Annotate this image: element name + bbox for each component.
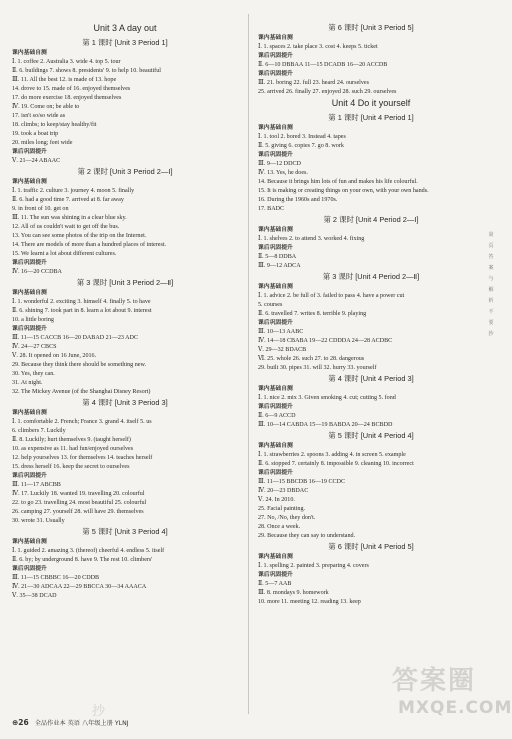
book-title: 全品作业本 英语 八年级上册 YLNJ xyxy=(34,720,129,727)
answer-line: 17. BADC xyxy=(258,206,285,212)
section-heading: 课内基础自测 xyxy=(12,179,47,185)
answer-line: Ⅳ. 19. Come on; be able to xyxy=(12,104,80,110)
section-heading: 课后巩固提升 xyxy=(12,566,47,572)
answer-line: Ⅰ. 1. tool 2. bored 3. Instead 4. tapes xyxy=(258,134,346,140)
section-heading: 课内基础自测 xyxy=(258,125,293,131)
watermark-logo: 答案圈 xyxy=(392,666,477,696)
answer-line: Ⅰ. 1. traffic 2. culture 3. journey 4. moon 5. finally xyxy=(12,188,135,194)
answer-line: Ⅱ. 5—7 AAB xyxy=(258,581,292,587)
answer-line: Ⅴ. 29—32 BDACB xyxy=(258,347,307,353)
lesson-heading: 第 2 课时 [Unit 4 Period 2—Ⅰ] xyxy=(323,215,419,224)
section-heading: 课后巩固提升 xyxy=(12,260,47,266)
page-number: ⊕26 xyxy=(12,718,29,727)
right-column xyxy=(258,22,484,607)
answer-line: 10. a little boring xyxy=(12,317,54,323)
page-edge-text xyxy=(486,230,496,670)
answer-line: Ⅰ. 1. wonderful 2. exciting 3. himself 4. finally 5. to have xyxy=(12,299,151,305)
answer-line: Ⅰ. 1. advice 2. be full of 3. failed to pass 4. have a power cut xyxy=(258,293,405,299)
lesson-heading: 第 4 课时 [Unit 4 Period 3] xyxy=(328,374,414,383)
section-heading: 课后巩固提升 xyxy=(12,149,47,155)
answer-line: 17. do more exercise 18. enjoyed themselves xyxy=(12,95,122,101)
answer-line: 31. At night. xyxy=(12,380,43,386)
answer-line: 28. Once a week. xyxy=(258,524,301,530)
answer-line: 29. Because they think there should be something new. xyxy=(12,362,146,368)
answer-line: 16. During the 1960s and 1970s. xyxy=(258,197,338,203)
answer-line: Ⅰ. 1. spaces 2. take place 3. cost 4. keeps 5. ticket xyxy=(258,44,378,50)
lesson-heading: 第 3 课时 [Unit 3 Period 2—Ⅱ] xyxy=(76,278,174,287)
answer-line: Ⅲ. 9—12 DDCD xyxy=(258,161,301,167)
answer-line: Ⅰ. 1. nice 2. mix 3. Given smoking 4. cut; cutting 5. fond xyxy=(258,395,396,401)
section-heading: 课后巩固提升 xyxy=(12,326,47,332)
answer-line: Ⅱ. 6—10 DBBAA 11—15 DCADB 16—20 ACCDB xyxy=(258,62,388,68)
answer-line: 15. It is making or creating things on your own, with your own hands. xyxy=(258,188,429,194)
section-heading: 课内基础自测 xyxy=(12,410,47,416)
section-heading: 课后巩固提升 xyxy=(258,470,293,476)
answer-line: Ⅵ. 25. whole 26. such 27. to 28. dangerous xyxy=(258,356,365,362)
answer-line: Ⅲ. 8. mondays 9. homework xyxy=(258,590,329,596)
answer-line: 9. in front of 10. get on xyxy=(12,206,69,212)
answer-line: 30. wrote 31. Usually xyxy=(12,518,65,524)
answer-line: Ⅰ. 1. guided 2. amazing 3. (thereof) cheerful 4. endless 5. itself xyxy=(12,548,165,554)
answer-line: Ⅳ. 17. Luckily 18. wanted 19. travelling 20. colourful xyxy=(12,491,145,497)
section-heading: 课内基础自测 xyxy=(12,539,47,545)
lesson-heading: 第 6 课时 [Unit 4 Period 5] xyxy=(328,542,414,551)
answer-line: Ⅰ. 1. shelves 2. to attend 3. worked 4. fixing xyxy=(258,236,365,242)
lesson-heading: 第 1 课时 [Unit 4 Period 1] xyxy=(328,113,414,122)
answer-line: Ⅰ. 1. comfortable 2. French; France 3. grand 4. itself 5. us xyxy=(12,419,152,425)
answer-line: 27. No, /No, they don't. xyxy=(258,515,316,521)
unit-title: Unit 4 Do it yourself xyxy=(331,98,411,108)
lesson-heading: 第 1 课时 [Unit 3 Period 1] xyxy=(82,38,168,47)
answer-line: Ⅲ. 11—15 CBBBC 16—20 CDDB xyxy=(12,575,100,581)
unit-title: Unit 3 A day out xyxy=(93,23,157,33)
answer-line: 26. camping 27. yourself 28. will have 29. themselves xyxy=(12,509,144,515)
answer-line: Ⅱ. 5—8 DDBA xyxy=(258,254,297,260)
answer-line: Ⅳ. 21—30 ADCAA 22—29 BBCCA 30—34 AAACA xyxy=(12,584,147,590)
answer-line: Ⅳ. 20—23 DBDAC xyxy=(258,488,309,494)
answer-line: 17. isn't so/so wide as xyxy=(12,113,66,119)
answer-line: Ⅳ. 14—18 CBABA 19—22 CDDDA 24—28 ACDBC xyxy=(258,338,393,344)
lesson-heading: 第 2 课时 [Unit 3 Period 2—Ⅰ] xyxy=(77,167,173,176)
section-heading: 课内基础自测 xyxy=(12,50,47,56)
answer-line: Ⅴ. 35—38 DCAD xyxy=(12,593,57,599)
section-heading: 课后巩固提升 xyxy=(258,572,293,578)
answer-line: 13. You can see some photos of the trip on the Internet. xyxy=(12,233,147,239)
answer-line: Ⅴ. 24. In 2010. xyxy=(258,497,295,503)
answer-line: 14. There are models of more than a hundred places of interest. xyxy=(12,242,167,248)
answer-line: 32. The Mickey Avenue (of the Shanghai Disney Resort) xyxy=(12,389,151,395)
answer-line: Ⅱ. 6. travelled 7. writes 8. terrible 9. playing xyxy=(258,311,367,317)
answer-line: Ⅰ. 1. spelling 2. painted 3. preparing 4. covers xyxy=(258,563,369,569)
answer-line: Ⅰ. 1. strawberries 2. spoons 3. adding 4. in screen 5. example xyxy=(258,452,406,458)
answer-line: Ⅴ. 28. It opened on 16 June, 2016. xyxy=(12,353,97,359)
section-heading: 课后巩固提升 xyxy=(258,71,293,77)
answer-line: 10. more 11. meeting 12. reading 13. keep xyxy=(258,599,361,605)
answer-line: 12. All of us couldn't wait to get off the bus. xyxy=(12,224,120,230)
section-heading: 课后巩固提升 xyxy=(258,53,293,59)
answer-line: Ⅱ. 6. by; by underground 8. have 9. The rest 10. climbers' xyxy=(12,557,153,563)
answer-line: Ⅲ. 10—13 AABC xyxy=(258,329,304,335)
answer-line: 14. Because it brings him lots of fun and makes his life colourful. xyxy=(258,179,418,185)
answer-line: 15. We learnt a lot about different cultures. xyxy=(12,251,117,257)
answer-line: 10. as expensive as 11. had fun/enjoyed ourselves xyxy=(12,446,134,452)
answer-line: 15. dress herself 16. keep the secret to ourselves xyxy=(12,464,130,470)
lesson-heading: 第 3 课时 [Unit 4 Period 2—Ⅱ] xyxy=(322,272,420,281)
answer-line: 18. climbs; to keep/stay healthy/fit xyxy=(12,122,97,128)
answer-line: Ⅲ. 9—12 ADCA xyxy=(258,263,301,269)
answer-line: Ⅳ. 24—27 CBCS xyxy=(12,344,57,350)
section-heading: 课内基础自测 xyxy=(258,386,293,392)
watermark-url: MXQE.COM xyxy=(398,698,512,718)
answer-line: Ⅳ. 13. Yes, he does. xyxy=(258,170,308,176)
answer-line: Ⅳ. 16—20 CCDBA xyxy=(12,269,62,275)
section-heading: 课内基础自测 xyxy=(258,35,293,41)
section-heading: 课后巩固提升 xyxy=(258,320,293,326)
answer-line: 12. help yourselves 13. for themselves 14. teaches herself xyxy=(12,455,153,461)
section-heading: 课内基础自测 xyxy=(258,443,293,449)
answer-line: 5. courses xyxy=(258,302,283,308)
answer-line: Ⅱ. 6. shining 7. took part in 8. learn a lot about 9. interest xyxy=(12,308,152,314)
answer-line: 14. drove to 15. made of 16. enjoyed themselves xyxy=(12,86,131,92)
section-heading: 课后巩固提升 xyxy=(258,404,293,410)
page-footer xyxy=(12,718,262,727)
answer-line: Ⅲ. 11. The sun was shining in a clear blue sky. xyxy=(12,215,127,221)
answer-line: Ⅲ. 21. boring 22. full 23. heard 24. ourselves xyxy=(258,80,369,86)
answer-line: Ⅲ. 10—14 CABDA 15—19 BABDA 20—24 BCBDD xyxy=(258,422,393,428)
answer-line: 29. Because they can say to understand. xyxy=(258,533,356,539)
answer-line: 29. built 30. pipes 31. will 32. hurry 33. yourself xyxy=(258,365,377,371)
answer-line: 25. Facial painting. xyxy=(258,506,306,512)
answer-line: 30. Yes, they can. xyxy=(12,371,55,377)
section-heading: 课后巩固提升 xyxy=(258,245,293,251)
left-column xyxy=(12,22,238,601)
answer-line: Ⅱ. 8. Luckily; hurt themselves 9. (taught herself) xyxy=(12,437,131,443)
stamp-mark: 抄 xyxy=(92,704,106,719)
section-heading: 课后巩固提升 xyxy=(258,152,293,158)
answer-line: Ⅲ. 11—15 CACCB 16—20 DABAD 21—23 ADC xyxy=(12,335,139,341)
section-heading: 课内基础自测 xyxy=(258,227,293,233)
answer-line: Ⅱ. 6—9 ACCD xyxy=(258,413,296,419)
answer-line: Ⅱ. 5. giving 6. copies 7. go 8. work xyxy=(258,143,344,149)
section-heading: 课内基础自测 xyxy=(258,554,293,560)
section-heading: 课内基础自测 xyxy=(258,284,293,290)
lesson-heading: 第 5 课时 [Unit 4 Period 4] xyxy=(328,431,414,440)
section-heading: 课后巩固提升 xyxy=(12,473,47,479)
edge-label: 第 页 答 案 与 解 析 不 要 抄 xyxy=(488,232,494,337)
answer-line: Ⅱ. 6. buildings 7. shows 8. presidents' 9. to help 10. beautiful xyxy=(12,68,161,74)
answer-line: Ⅲ. 11—17 ABCBB xyxy=(12,482,61,488)
answer-line: Ⅲ. 11—15 BBCDB 16—19 CCDC xyxy=(258,479,346,485)
lesson-heading: 第 4 课时 [Unit 3 Period 3] xyxy=(82,398,168,407)
answer-line: 22. to go 23. travelling 24. most beautiful 25. colourful xyxy=(12,500,147,506)
answer-line: Ⅱ. 6. had a good time 7. arrived at 8. far away xyxy=(12,197,124,203)
answer-line: Ⅰ. 1. coffee 2. Australia 3. wide 4. top 5. tour xyxy=(12,59,121,65)
answer-line: 25. arrived 26. finally 27. enjoyed 28. such 29. ourselves xyxy=(258,89,397,95)
answer-line: Ⅲ. 11. All the best 12. is made of 13. hope xyxy=(12,77,117,83)
answer-line: 20. miles long; feet wide xyxy=(12,140,73,146)
answer-line: 6. climbers 7. Luckily xyxy=(12,428,66,434)
answer-line: Ⅴ. 21—24 ABAAC xyxy=(12,158,61,164)
column-divider xyxy=(248,14,249,714)
lesson-heading: 第 5 课时 [Unit 3 Period 4] xyxy=(82,527,168,536)
answer-line: Ⅱ. 6. stopped 7. certainly 8. impossible 9. cleaning 10. incorrect xyxy=(258,461,414,467)
lesson-heading: 第 6 课时 [Unit 3 Period 5] xyxy=(328,23,414,32)
section-heading: 课内基础自测 xyxy=(12,290,47,296)
answer-line: 19. took a boat trip xyxy=(12,131,59,137)
